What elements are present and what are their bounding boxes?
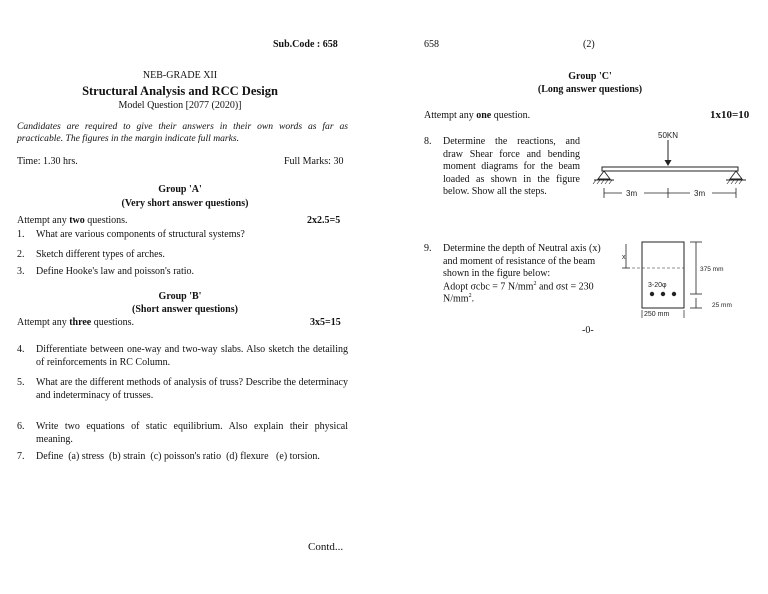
question-9: 9. Determine the depth of Neutral axis (x) and moment of resistance of the beam shown in the figure below: Adopt σcbc = 7 $N/mm^2$ and σst = 230 $N/mm^2$. (424, 243, 601, 305)
rebar-1 (650, 292, 654, 296)
group-b-attempt: Attempt any three questions. (17, 317, 135, 328)
group-c-attempt: Attempt any one question. (424, 110, 531, 121)
question-6: 6. Write two equations of static equilibrium. Also explain their physical meaning. (17, 421, 348, 445)
group-a-title: Group 'A' (158, 184, 202, 195)
beam-section (642, 242, 684, 308)
span-right-label: 3m (694, 189, 706, 198)
point-load-label: 50KN (658, 131, 679, 140)
question-2: 2. Sketch different types of arches. (17, 249, 165, 260)
question-3: 3. Define Hooke's law and poisson's ratio. (17, 266, 195, 277)
end-mark: -0- (582, 325, 594, 336)
question-1: 1. What are various components of structural systems? (17, 229, 245, 240)
left-support-icon (598, 171, 610, 179)
rebar-2 (661, 292, 665, 296)
model-question: Model Question [2077 (2020)] (118, 100, 242, 111)
question-7: 7. Define (a) stress (b) strain (c) poisson's ratio (d) flexure (e) torsion. (17, 451, 320, 462)
time: Time: 1.30 hrs. (17, 156, 78, 167)
question-8: 8. Determine the reactions, and draw Shear force and bending moment diagrams for the beam loaded as shown in the figure below. Show all the steps. (424, 136, 580, 197)
full-marks: Full Marks: 30 (284, 156, 344, 167)
instructions: Candidates are required to give their answers in their own words as far as practicable. The figures in the margin indicate full marks. (17, 121, 348, 144)
beam-load-figure (590, 128, 750, 206)
width-label: 250 mm (644, 311, 670, 318)
page-number: (2) (583, 39, 595, 50)
beam-section-figure (618, 238, 758, 324)
group-c-marks: 1x10=10 (710, 109, 750, 121)
effective-depth-label: 375 mm (700, 266, 724, 273)
contd-label: Contd... (308, 541, 344, 553)
group-b-title: Group 'B' (158, 291, 202, 302)
group-c-title: Group 'C' (568, 71, 612, 82)
group-c-subtitle: (Long answer questions) (537, 84, 643, 95)
arrow-head-icon (665, 160, 672, 166)
group-a-marks: 2x2.5=5 (307, 215, 341, 226)
question-5: 5. What are the different methods of analysis of truss? Describe the determinacy and indeterminacy of trusses. (17, 377, 348, 401)
page-code: 658 (424, 39, 439, 50)
grade-heading: NEB-GRADE XII (142, 70, 218, 81)
beam (602, 167, 738, 171)
right-support-icon (730, 171, 742, 179)
rebar-label: 3-20φ (648, 282, 667, 289)
subject-title: Structural Analysis and RCC Design (82, 84, 278, 98)
span-left-label: 3m (626, 189, 638, 198)
question-4: 4. Differentiate between one-way and two-way slabs. Also sketch the detailing of reinforcements in RC Column. (17, 344, 348, 368)
neutral-axis-label: x (622, 254, 626, 261)
rebar-3 (672, 292, 676, 296)
group-a-attempt: Attempt any two questions. (17, 215, 128, 226)
cover-label: 25 mm (712, 302, 732, 309)
sub-code: Sub.Code : 658 (273, 39, 338, 50)
group-b-subtitle: (Short answer questions) (132, 304, 238, 315)
group-a-subtitle: (Very short answer questions) (121, 198, 249, 209)
group-b-marks: 3x5=15 (310, 317, 341, 328)
